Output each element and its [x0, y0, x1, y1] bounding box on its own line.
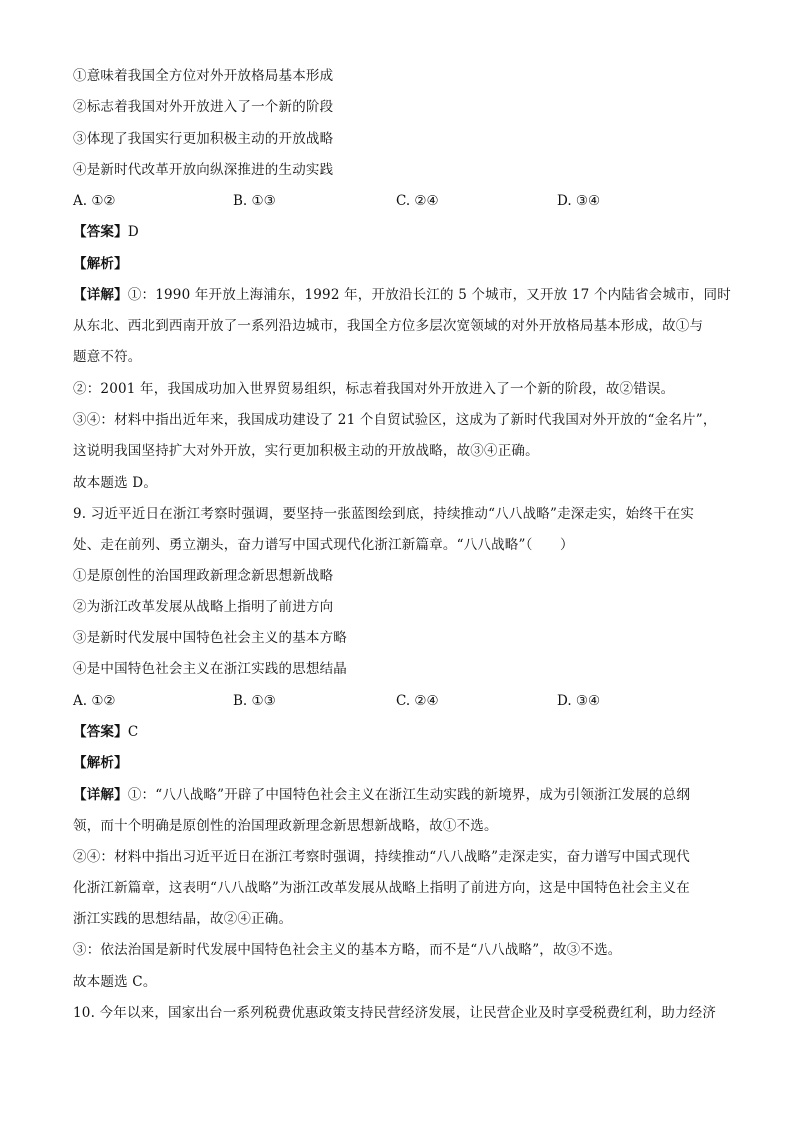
q8-detail-5: ③④：材料中指出近年来，我国成功建设了 21 个自贸试验区，这成为了新时代我国对外开放的“金名片”， — [73, 412, 717, 428]
q10-stem-1: 10. 今年以来，国家出台一系列税费优惠政策支持民营经济发展，让民营企业及时享受税费红利，助力经济 — [73, 1005, 717, 1021]
q8-detail-6: 这说明我国坚持扩大对外开放，实行更加积极主动的开放战略，故③④正确。 — [73, 443, 539, 459]
q8-statement-2: ②标志着我国对外开放进入了一个新的阶段 — [73, 99, 334, 115]
q9-detail-6: ③：依法治国是新时代发展中国特色社会主义的基本方略，而不是“八八战略”，故③不选。 — [73, 942, 622, 958]
q8-option-b: B. ①③ — [233, 193, 276, 209]
detail-text: ①：“八八战略”开辟了中国特色社会主义在浙江生动实践的新境界，成为引领浙江发展的总纲 — [127, 787, 691, 803]
q8-answer — [73, 222, 723, 242]
q9-statement-2: ②为浙江改革发展从战略上指明了前进方向 — [73, 599, 334, 615]
q9-answer — [73, 722, 723, 742]
answer-tag: 【答案】 — [73, 724, 128, 740]
q8-option-a: A. ①② — [73, 193, 116, 209]
q8-option-d: D. ③④ — [557, 193, 601, 209]
q9-statement-1: ①是原创性的治国理政新理念新思想新战略 — [73, 568, 334, 584]
q9-option-b: B. ①③ — [233, 693, 276, 709]
q8-detail-2: 从东北、西北到西南开放了一系列沿边城市，我国全方位多层次宽领域的对外开放格局基本形成，故①与 — [73, 318, 704, 334]
q8-analysis-tag: 【解析】 — [73, 256, 128, 272]
q9-analysis-tag: 【解析】 — [73, 755, 128, 771]
q8-detail-4: ②：2001 年，我国成功加入世界贸易组织，标志着我国对外开放进入了一个新的阶段，故②错误。 — [73, 381, 675, 397]
q8-option-c: C. ②④ — [396, 193, 439, 209]
q9-detail-1 — [73, 785, 723, 805]
q9-option-a: A. ①② — [73, 693, 116, 709]
q9-detail-2: 领，而十个明确是原创性的治国理政新理念新思想新战略，故①不选。 — [73, 818, 498, 834]
q9-detail-3: ②④：材料中指出习近平近日在浙江考察时强调，持续推动“八八战略”走深走实，奋力谱写中国式现代 — [73, 849, 691, 865]
q9-stem-2: 处、走在前列、勇立潮头，奋力谱写中国式现代化浙江新篇章。“八八战略”（ ） — [73, 537, 574, 553]
q9-option-c: C. ②④ — [396, 693, 439, 709]
q9-detail-5: 浙江实践的思想结晶，故②④正确。 — [73, 911, 293, 927]
answer-value: C — [127, 724, 139, 740]
q9-option-d: D. ③④ — [557, 693, 601, 709]
q8-statement-3: ③体现了我国实行更加积极主动的开放战略 — [73, 131, 334, 147]
q8-statement-1: ①意味着我国全方位对外开放格局基本形成 — [73, 68, 334, 84]
detail-tag: 【详解】 — [73, 787, 128, 803]
answer-value: D — [127, 224, 139, 240]
answer-tag: 【答案】 — [73, 224, 128, 240]
q9-stem-1: 9. 习近平近日在浙江考察时强调，要坚持一张蓝图绘到底，持续推动“八八战略”走深走实，始终干在实 — [73, 506, 695, 522]
q9-statement-4: ④是中国特色社会主义在浙江实践的思想结晶 — [73, 661, 347, 677]
q9-statement-3: ③是新时代发展中国特色社会主义的基本方略 — [73, 630, 347, 646]
q8-detail-1 — [73, 285, 731, 305]
detail-text: ①：1990 年开放上海浦东，1992 年，开放沿长江的 5 个城市，又开放 17 个内陆省会城市，同时 — [127, 287, 731, 303]
q9-detail-4: 化浙江新篇章，这表明“八八战略”为浙江改革发展从战略上指明了前进方向，这是中国特色社会主义在 — [73, 880, 691, 896]
detail-tag: 【详解】 — [73, 287, 128, 303]
q8-statement-4: ④是新时代改革开放向纵深推进的生动实践 — [73, 162, 334, 178]
q8-detail-3: 题意不符。 — [73, 349, 142, 365]
q8-conclusion: 故本题选 D。 — [73, 475, 158, 491]
q9-conclusion: 故本题选 C。 — [73, 974, 157, 990]
